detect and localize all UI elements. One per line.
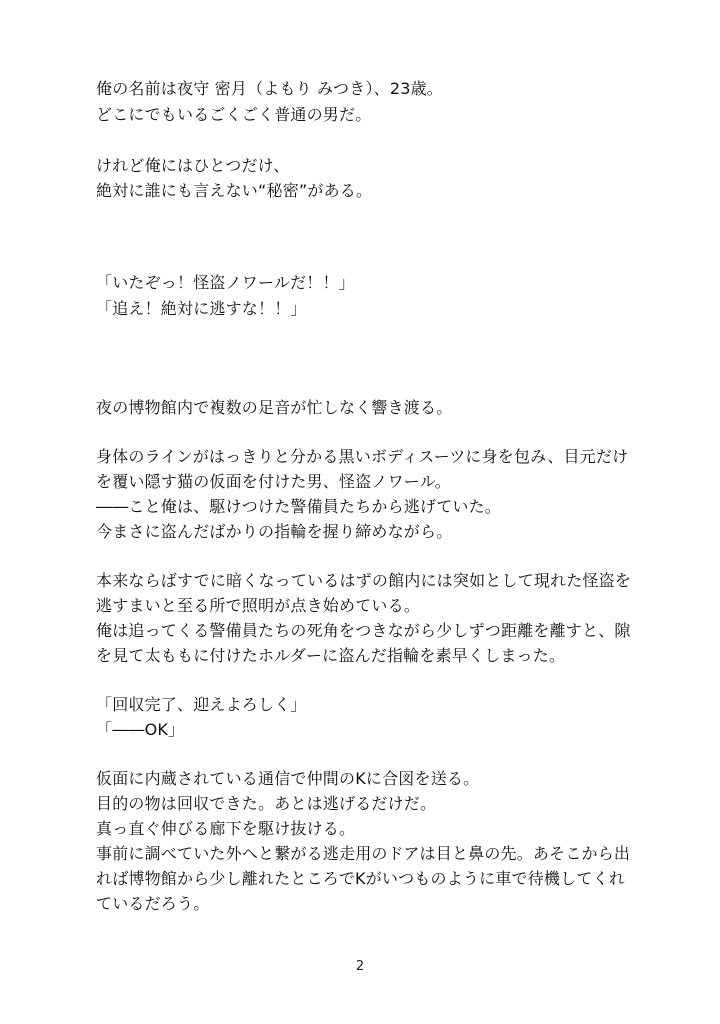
text-line: 俺の名前は夜守 密月（よもり みつき）、23歳。 xyxy=(96,79,444,98)
text-line: 身体のラインがはっきりと分かる黒いボディスーツに身を包み、目元だけ xyxy=(96,447,629,466)
text-line: ――こと俺は、駆けつけた警備員たちから逃げていた。 xyxy=(96,497,502,516)
text-line: れば博物館から少し離れたところでKがいつものように車で待機してくれ xyxy=(96,869,625,888)
dialogue-line: 「――OK」 xyxy=(96,720,185,739)
text-line: どこにでもいるごくごく普通の男だ。 xyxy=(96,105,372,124)
text-line: ているだろう。 xyxy=(96,894,210,913)
page-number: 2 xyxy=(355,959,365,974)
text-line: 絶対に誰にも言えない“秘密”がある。 xyxy=(96,181,373,200)
dialogue-line: 「回収完了、迎えよろしく」 xyxy=(96,695,307,714)
text-line: けれど俺にはひとつだけ、 xyxy=(96,156,290,175)
text-line: 俺は追ってくる警備員たちの死角をつきながら少しずつ距離を離すと、隙 xyxy=(96,621,631,640)
text-line: 仮面に内蔵されている通信で仲間のKに合図を送る。 xyxy=(96,769,480,788)
text-line: 今まさに盗んだばかりの指輪を握り締めながら。 xyxy=(96,522,453,541)
text-line: を覆い隠す猫の仮面を付けた男、怪盗ノワール。 xyxy=(96,472,451,491)
text-line: を見て太ももに付けたホルダーに盗んだ指輪を素早くしまった。 xyxy=(96,646,566,665)
text-line: 夜の博物館内で複数の足音が忙しなく響き渡る。 xyxy=(96,398,453,417)
text-line: 逃すまいと至る所で照明が点き始めている。 xyxy=(96,596,421,615)
text-line: 本来ならばすでに暗くなっているはずの館内には突如として現れた怪盗を xyxy=(96,571,632,590)
text-line: 事前に調べていた外へと繋がる逃走用のドアは目と鼻の先。あそこから出 xyxy=(96,844,631,863)
text-line: 真っ直ぐ伸びる廊下を駆け抜ける。 xyxy=(96,819,356,838)
dialogue-line: 「追え！絶対に逃すな！！」 xyxy=(96,299,307,318)
dialogue-line: 「いたぞっ！怪盗ノワールだ！！」 xyxy=(96,273,355,292)
text-line: 目的の物は回収できた。あとは逃げるだけだ。 xyxy=(96,794,437,813)
